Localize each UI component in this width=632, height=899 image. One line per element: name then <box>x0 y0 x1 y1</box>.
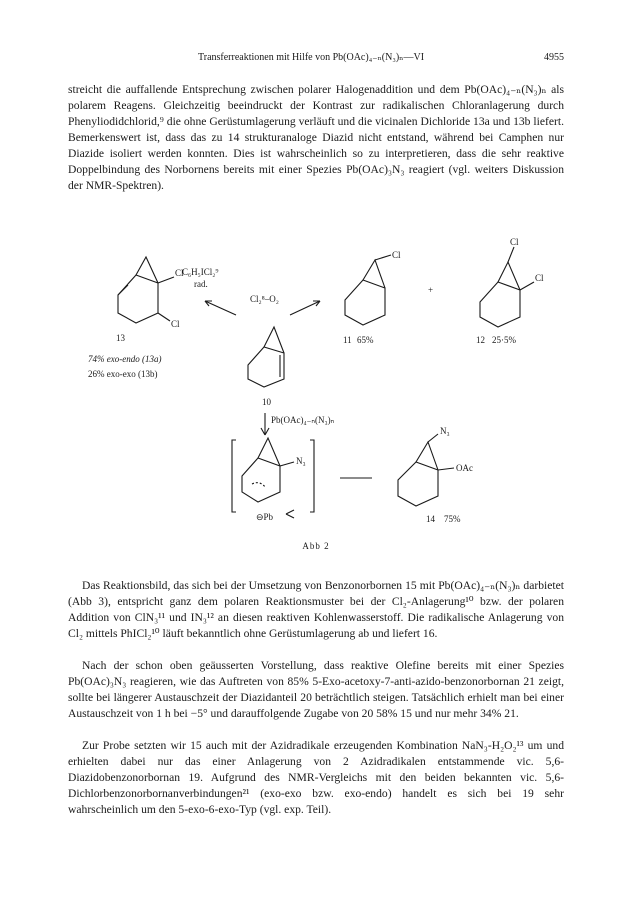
molecule-13 <box>116 257 184 343</box>
label-11: 11 <box>343 335 352 345</box>
paragraph-3-text: Nach der schon oben geäusserten Vorstellung, dass reaktive Olefine bereits mit einer Spezies Pb(OAc)₃N₃ reagieren, wie das Auftreten von 85% 5-Exo-acetoxy-7-anti-azido-benzonorbornan 21 zeigt, sollte bei längerer Austauschzeit der Diazidanteil 20 beträchtlich steigen. Tatsächlich erhielt man bei einer Austauschzeit von 1 h bei −5° und darauffolgende Zugabe von 20 58% 15 und nur mehr 34% 21. <box>68 659 564 720</box>
molecule-12 <box>476 237 544 345</box>
header-title: Transferreaktionen mit Hilfe von Pb(OAc)₄₋ₙ(N₃)ₙ—VI <box>198 52 425 63</box>
figure-caption: Abb 2 <box>302 541 330 551</box>
reagent-rad: rad. <box>194 279 208 289</box>
n3-label-14: N₃ <box>440 426 450 436</box>
oac-label: OAc <box>456 463 473 473</box>
cl-label-13b: Cl <box>171 319 180 329</box>
cl-label-12b: Cl <box>535 273 544 283</box>
ratio-13b: 26% exo-exo (13b) <box>88 369 158 379</box>
yield-12: 25·5% <box>492 335 516 345</box>
label-10: 10 <box>262 397 271 407</box>
plus-sign: + <box>428 285 434 295</box>
cl-label-13a: Cl <box>175 268 184 278</box>
reagent-pb: Pb(OAc)₄₋ₙ(N₃)ₙ <box>271 415 335 425</box>
cl-label-12a: Cl <box>510 237 519 247</box>
page-number: 4955 <box>544 52 564 63</box>
arrow-to-13 <box>205 301 236 315</box>
molecule-10 <box>248 327 284 407</box>
yield-14: 75% <box>444 514 461 524</box>
intermediate <box>232 438 314 522</box>
paragraph-3 <box>68 658 564 722</box>
paragraph-2 <box>68 578 564 642</box>
paragraph-1 <box>68 82 564 194</box>
molecule-14 <box>398 426 473 524</box>
ratio-13a: 74% exo-endo (13a) <box>88 354 162 364</box>
n3-label-int: N₃ <box>296 456 306 466</box>
reaction-scheme <box>0 235 632 545</box>
label-12: 12 <box>476 335 485 345</box>
pb-label: ⊖Pb <box>256 512 274 522</box>
reagent-cl2: Cl₂⁸–O₂ <box>250 294 279 304</box>
yield-11: 65% <box>357 335 374 345</box>
cl-label-11: Cl <box>392 250 401 260</box>
paragraph-4 <box>68 738 564 818</box>
paragraph-1-text: streicht die auffallende Entsprechung zwischen polarer Halogenaddition und dem Pb(OAc)₄₋ₙ(N₃)ₙ als polarem Reagens. Gleichzeitig beeindruckt der Kontrast zur radikalischen Chloranlagerung durch Phenyliodidchlorid,⁹ die ohne Gerüstumlagerung verläuft und die vicinalen Dichloride 13a und 13b liefert. Bemerkenswert ist, dass das zu 14 strukturanaloge Diazid nicht entstand, während bei Camphen nur Diazide isoliert werden konnten. Dies ist wahrscheinlich so zu interpretieren, dass die sehr reaktive Doppelbindung des Norbornens bereits mit einer Spezies Pb(OAc)₃N₃ reagiert (vgl. weiters Diskussion der NMR-Spektren). <box>68 83 564 192</box>
reagent-phicl2: C₆H₅ICl₂⁹ <box>182 267 219 277</box>
label-14: 14 <box>426 514 435 524</box>
molecule-11 <box>343 250 401 345</box>
arrow-to-11 <box>290 301 320 315</box>
label-13: 13 <box>116 333 125 343</box>
paragraph-4-text: Zur Probe setzten wir 15 auch mit der Azidradikale erzeugenden Kombination NaN₃-H₂O₂¹³ um und erhielten dabei nur das einer Anlagerung von 2 Azidradikalen entstammende vic. 5,6-Diazidobenzonorbornan 19. Aufgrund des NMR-Vergleichs mit den beiden bekannten vic. 5,6-Dichlorbenzonorbornanverbindungen²¹ (exo-exo bzw. exo-endo) handelt es sich bei 19 sehr wahrscheinlich um den 5-exo-6-exo-Typ (vgl. exp. Teil). <box>68 739 564 816</box>
paragraph-2-text: Das Reaktionsbild, das sich bei der Umsetzung von Benzonorbornen 15 mit Pb(OAc)₄₋ₙ(N₃)ₙ darbietet (Abb 3), entspricht ganz dem polaren Reaktionsmuster bei der Cl₂-Anlagerung¹⁰ bzw. der polaren Addition von ClN₃¹¹ und IN₃¹² an diesen reaktiven Kohlenwasserstoff. Die radikalische Anlagerung von Cl₂ mittels PhICl₂¹⁰ läuft bekanntlich ohne Gerüstumlagerung ab und liefert 16. <box>68 579 564 640</box>
